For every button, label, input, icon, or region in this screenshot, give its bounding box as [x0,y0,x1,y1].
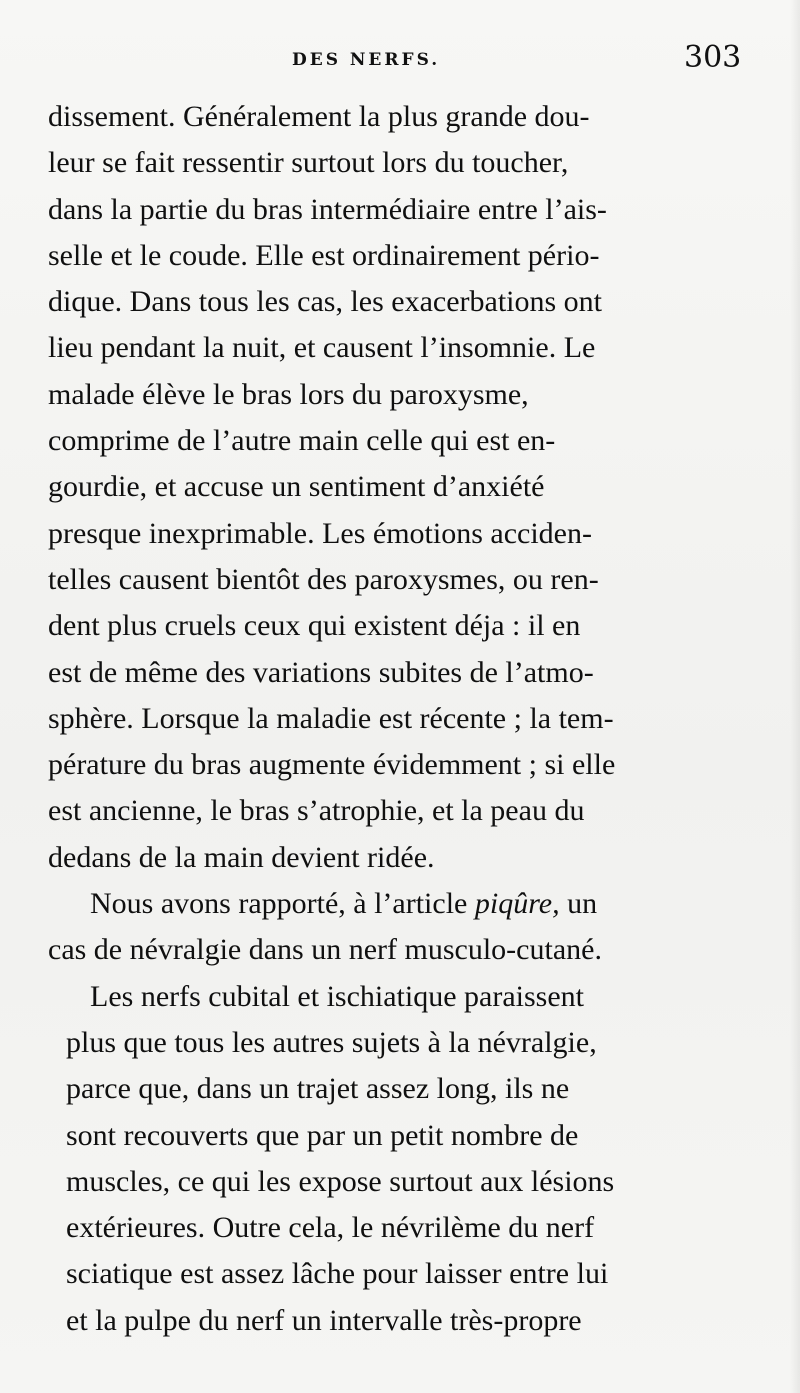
text-line: dissement. Généralement la plus grande dou- [48,100,590,133]
page-number: 303 [684,40,742,75]
text-line: comprime de l’autre main celle qui est en- [48,424,556,458]
text-span: Nous avons rapporté, à l’article [90,887,475,921]
text-line: est ancienne, le bras s’atrophie, et la peau du [48,794,585,828]
text-line: extérieures. Outre cela, le névrilème du nerf [66,1211,595,1245]
text-line: selle et le coude. Elle est ordinairement pério- [48,238,600,272]
text-line: dent plus cruels ceux qui existent déja : il en [48,609,581,643]
text-span: un [559,887,598,921]
text-line [48,881,762,927]
text-line: plus que tous les autres sujets à la névralgie, [66,1025,597,1059]
paragraph-1 [48,94,762,881]
text-line: gourdie, et accuse un sentiment d’anxiété [48,470,545,504]
text-line: presque inexprimable. Les émotions acciden- [48,516,592,550]
text-line: Les nerfs cubital et ischiatique paraissent [90,979,584,1013]
running-head: DES NERFS. [292,50,441,70]
text-line: sont recouverts que par un petit nombre de [66,1118,579,1152]
italic-term: piqûre, [474,887,560,921]
page-header [0,40,800,80]
text-line: dans la partie du bras intermédiaire entre l’ais- [48,192,607,226]
text-line: dedans de la main devient ridée. [48,840,435,874]
text-line: leur se fait ressentir surtout lors du toucher, [48,146,569,180]
text-line: muscles, ce qui les expose surtout aux lésions [66,1164,615,1198]
paragraph-2 [48,881,762,974]
text-line: cas de névralgie dans un nerf musculo-cutané. [48,933,602,967]
text-line: telles causent bientôt des paroxysmes, ou ren- [48,562,599,596]
text-line: pérature du bras augmente évidemment ; si elle [48,748,616,782]
page-edge-shadow [790,0,800,1393]
page-body [48,94,762,1344]
text-line: sphère. Lorsque la maladie est récente ; la tem- [48,701,614,735]
text-line: sciatique est assez lâche pour laisser entre lui [66,1257,609,1291]
text-line: est de même des variations subites de l’atmo- [48,655,594,689]
text-line: et la pulpe du nerf un intervalle très-propre [66,1303,582,1337]
text-line: malade élève le bras lors du paroxysme, [48,377,529,411]
text-line: lieu pendant la nuit, et causent l’insomnie. Le [48,331,596,365]
text-line: dique. Dans tous les cas, les exacerbations ont [48,285,603,319]
paragraph-3 [48,974,762,1344]
text-line: parce que, dans un trajet assez long, ils ne [66,1072,570,1106]
